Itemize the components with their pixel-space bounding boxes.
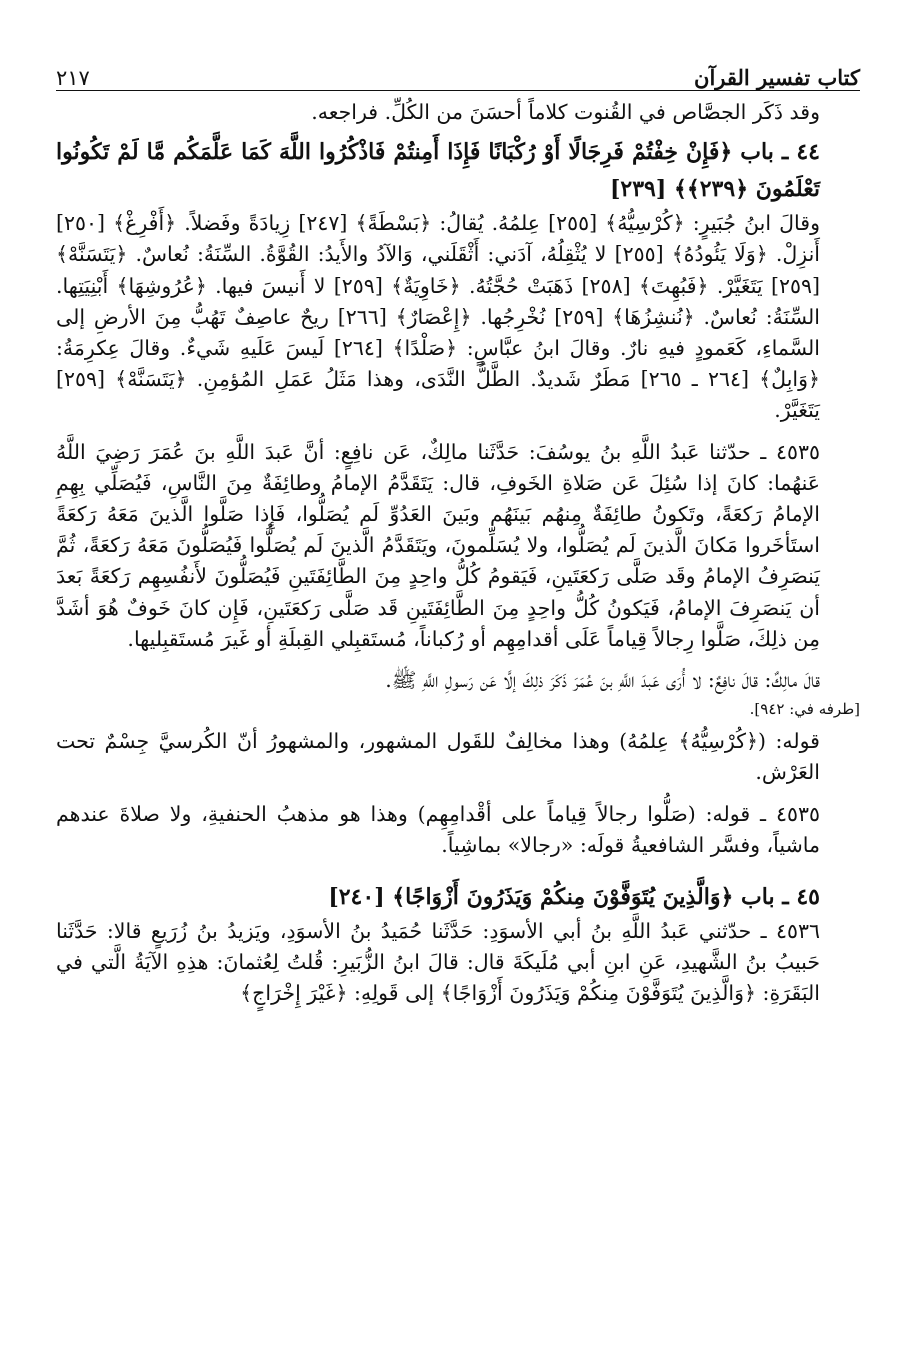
commentary-kursi: قوله: (﴿كُرْسِيُّهُ﴾ عِلمُهُ) وهذا مخالِفٌ للقَول المشهور، والمشهورُ أنّ الكُرسيَّ جِسْمٌ تحت العَرْش.: [56, 729, 820, 785]
page-number: ٢١٧: [56, 66, 90, 90]
chapter-heading-44: ٤٤ ـ باب ﴿فَإِنْ خِفْتُمْ فَرِجَالًا أَوْ رُكْبَانًا فَإِذَا أَمِنتُمْ فَاذْكُرُوا اللَّهَ كَمَا عَلَّمَكُم مَّا لَمْ تَكُونُوا تَعْلَمُونَ ﴿٢٣٩﴾﴾ [٢٣٩]: [56, 139, 820, 203]
hadith-4536: ٤٥٣٦ ـ حدّثني عَبدُ اللَّهِ بنُ أبي الأسوَدِ: حَدَّثَنا حُمَيدُ بنُ الأسوَدِ، ويَزيدُ بنُ زُرَيعٍ قالا: حَدَّثَنا حَبيبُ بنُ الشَّهيدِ، عَنِ ابنِ أبي مُلَيكَةَ قال: قالَ ابنُ الزُّبَيرِ: قُلتُ لِعُثمانَ: هذِهِ الآيَةُ الَّتي في البَقَرَةِ: ﴿وَالَّذِينَ يُتَوَفَّوْنَ مِنكُمْ وَيَذَرُونَ أَزْوَاجًا﴾ إلى قَولِهِ: ﴿غَيْرَ إِخْرَاجٍ﴾: [56, 919, 820, 1006]
page-header: [56, 54, 860, 91]
commentary-ibn-jubayr: وقالَ ابنُ جُبَيرٍ: ﴿كُرْسِيُّهُ﴾ [٢٥٥] عِلمُهُ. يُقالُ: ﴿بَسْطَةً﴾ [٢٤٧] زِيادَةً وفَضلاً. ﴿أَفْرِغْ﴾ [٢٥٠] أَنزِلْ. ﴿وَلَا يَئُودُهُ﴾ [٢٥٥] لا يُثْقِلُهُ، آدَني: أَثْقَلَني، وَالآدُ والأَيدُ: القُوَّةُ. السِّنَةُ: نُعاسٌ. ﴿يَتَسَنَّهْ﴾ [٢٥٩] يَتَغَيَّرْ. ﴿فَبُهِتَ﴾ [٢٥٨] ذَهَبَتْ حُجَّتُهُ. ﴿خَاوِيَةٌ﴾ [٢٥٩] لا أَنيسَ فيها. ﴿عُرُوشِهَا﴾ أَبْنِيَتِها. السِّنَةُ: نُعاسٌ. ﴿نُنشِزُهَا﴾ [٢٥٩] نُخْرِجُها. ﴿إِعْصَارٌ﴾ [٢٦٦] ريحٌ عاصِفٌ تَهُبُّ مِنَ الأرضِ إلى السَّماءِ، كَعَمودٍ فيهِ نارٌ. وقالَ ابنُ عبَّاسٍ: ﴿صَلْدًا﴾ [٢٦٤] لَيسَ عَلَيهِ شَيءٌ. وقالَ عِكرِمَةُ: ﴿وَابِلٌ﴾ [٢٦٤ ـ ٢٦٥] مَطَرٌ شَديدٌ. الطَّلُّ النَّدَى، وهذا مَثَلُ عَمَلِ المُؤمِنِ. ﴿يَتَسَنَّهْ﴾ [٢٥٩] يَتَغَيَّرْ.: [56, 211, 821, 423]
hadith-4535: ٤٥٣٥ ـ حدّثنا عَبدُ اللَّهِ بنُ يوسُفَ: حَدَّثَنا مالِكٌ، عَن نافِعٍ: أنَّ عَبدَ اللَّهِ بنَ عُمَرَ رَضِيَ اللَّهُ عَنهُما: كانَ إذا سُئِلَ عَن صَلاةِ الخَوفِ، قال: يَتَقَدَّمُ الإمامُ وطائِفَةٌ مِنَ النَّاسِ، فَيُصَلِّي بِهِمِ الإمامُ رَكعَةً، وتَكونُ طائِفَةٌ مِنهُم بَينَهُم وبَينَ العَدُوِّ لَم يُصَلُّوا، فَإِذا صَلَّوا الَّذينَ مَعَهُ رَكعَةً استَأخَروا مَكانَ الَّذينَ لَم يُصَلُّوا، ولا يُسَلِّمونَ، ويَتَقَدَّمُ الَّذينَ لَم يُصَلُّوا فَيُصَلُّونَ مَعَهُ رَكعَةً، ثُمَّ يَنصَرِفُ الإمامُ وقَد صَلَّى رَكعَتَينِ، فَيَقومُ كُلُّ واحِدٍ مِنَ الطَّائِفَتَينِ فَيُصَلُّونَ لأَنفُسِهِم رَكعَةً بَعدَ أن يَنصَرِفَ الإمامُ، فَيَكونُ كُلُّ واحِدٍ مِنَ الطَّائِفَتَينِ قَد صَلَّى رَكعَتَينِ، فَإِن كانَ خَوفٌ هُوَ أشَدَّ مِن ذلِكَ، صَلَّوا رِجالاً قِياماً عَلَى أقدامِهِم أو رُكباناً، مُستَقبِلي القِبلَةِ أو غَيرَ مُستَقبِليها.: [56, 439, 820, 651]
spacer: [56, 655, 860, 665]
spacer: [56, 861, 860, 879]
running-title: كتاب تفسير القرآن: [694, 65, 860, 90]
spacer: [56, 427, 860, 437]
page-body: [56, 97, 860, 1010]
book-page: [56, 54, 860, 1359]
intro-paragraph: وقد ذَكَر الجصَّاص في القُنوت كلاماً أحسَنَ من الكُلِّ. فراجعه.: [311, 100, 820, 124]
spacer: [56, 789, 860, 799]
commentary-4535: ٤٥٣٥ ـ قوله: (صَلُّوا رجالاً قِياماً على أقْدامِهِم) وهذا هو مذهبُ الحنفيةِ، ولا صلاةَ عندهم ماشياً، وفسَّر الشافعيةُ قولَه: «رجالا» بماشِياً.: [56, 801, 820, 857]
chapter-heading-45: ٤٥ ـ باب ﴿وَالَّذِينَ يُتَوَفَّوْنَ مِنكُمْ وَيَذَرُونَ أَزْوَاجًا﴾ [٢٤٠]: [328, 884, 820, 911]
malik-narration: قالَ مالِكٌ: قالَ نافِعٌ: لا أُرَى عَبدَ اللَّهِ بنَ عُمَرَ ذَكَرَ ذلِكَ إلَّا عَن رَسولِ اللَّهِ ﷺ.: [385, 668, 820, 693]
cross-reference-note: [طرفه في: ٩٤٢].: [749, 700, 860, 719]
